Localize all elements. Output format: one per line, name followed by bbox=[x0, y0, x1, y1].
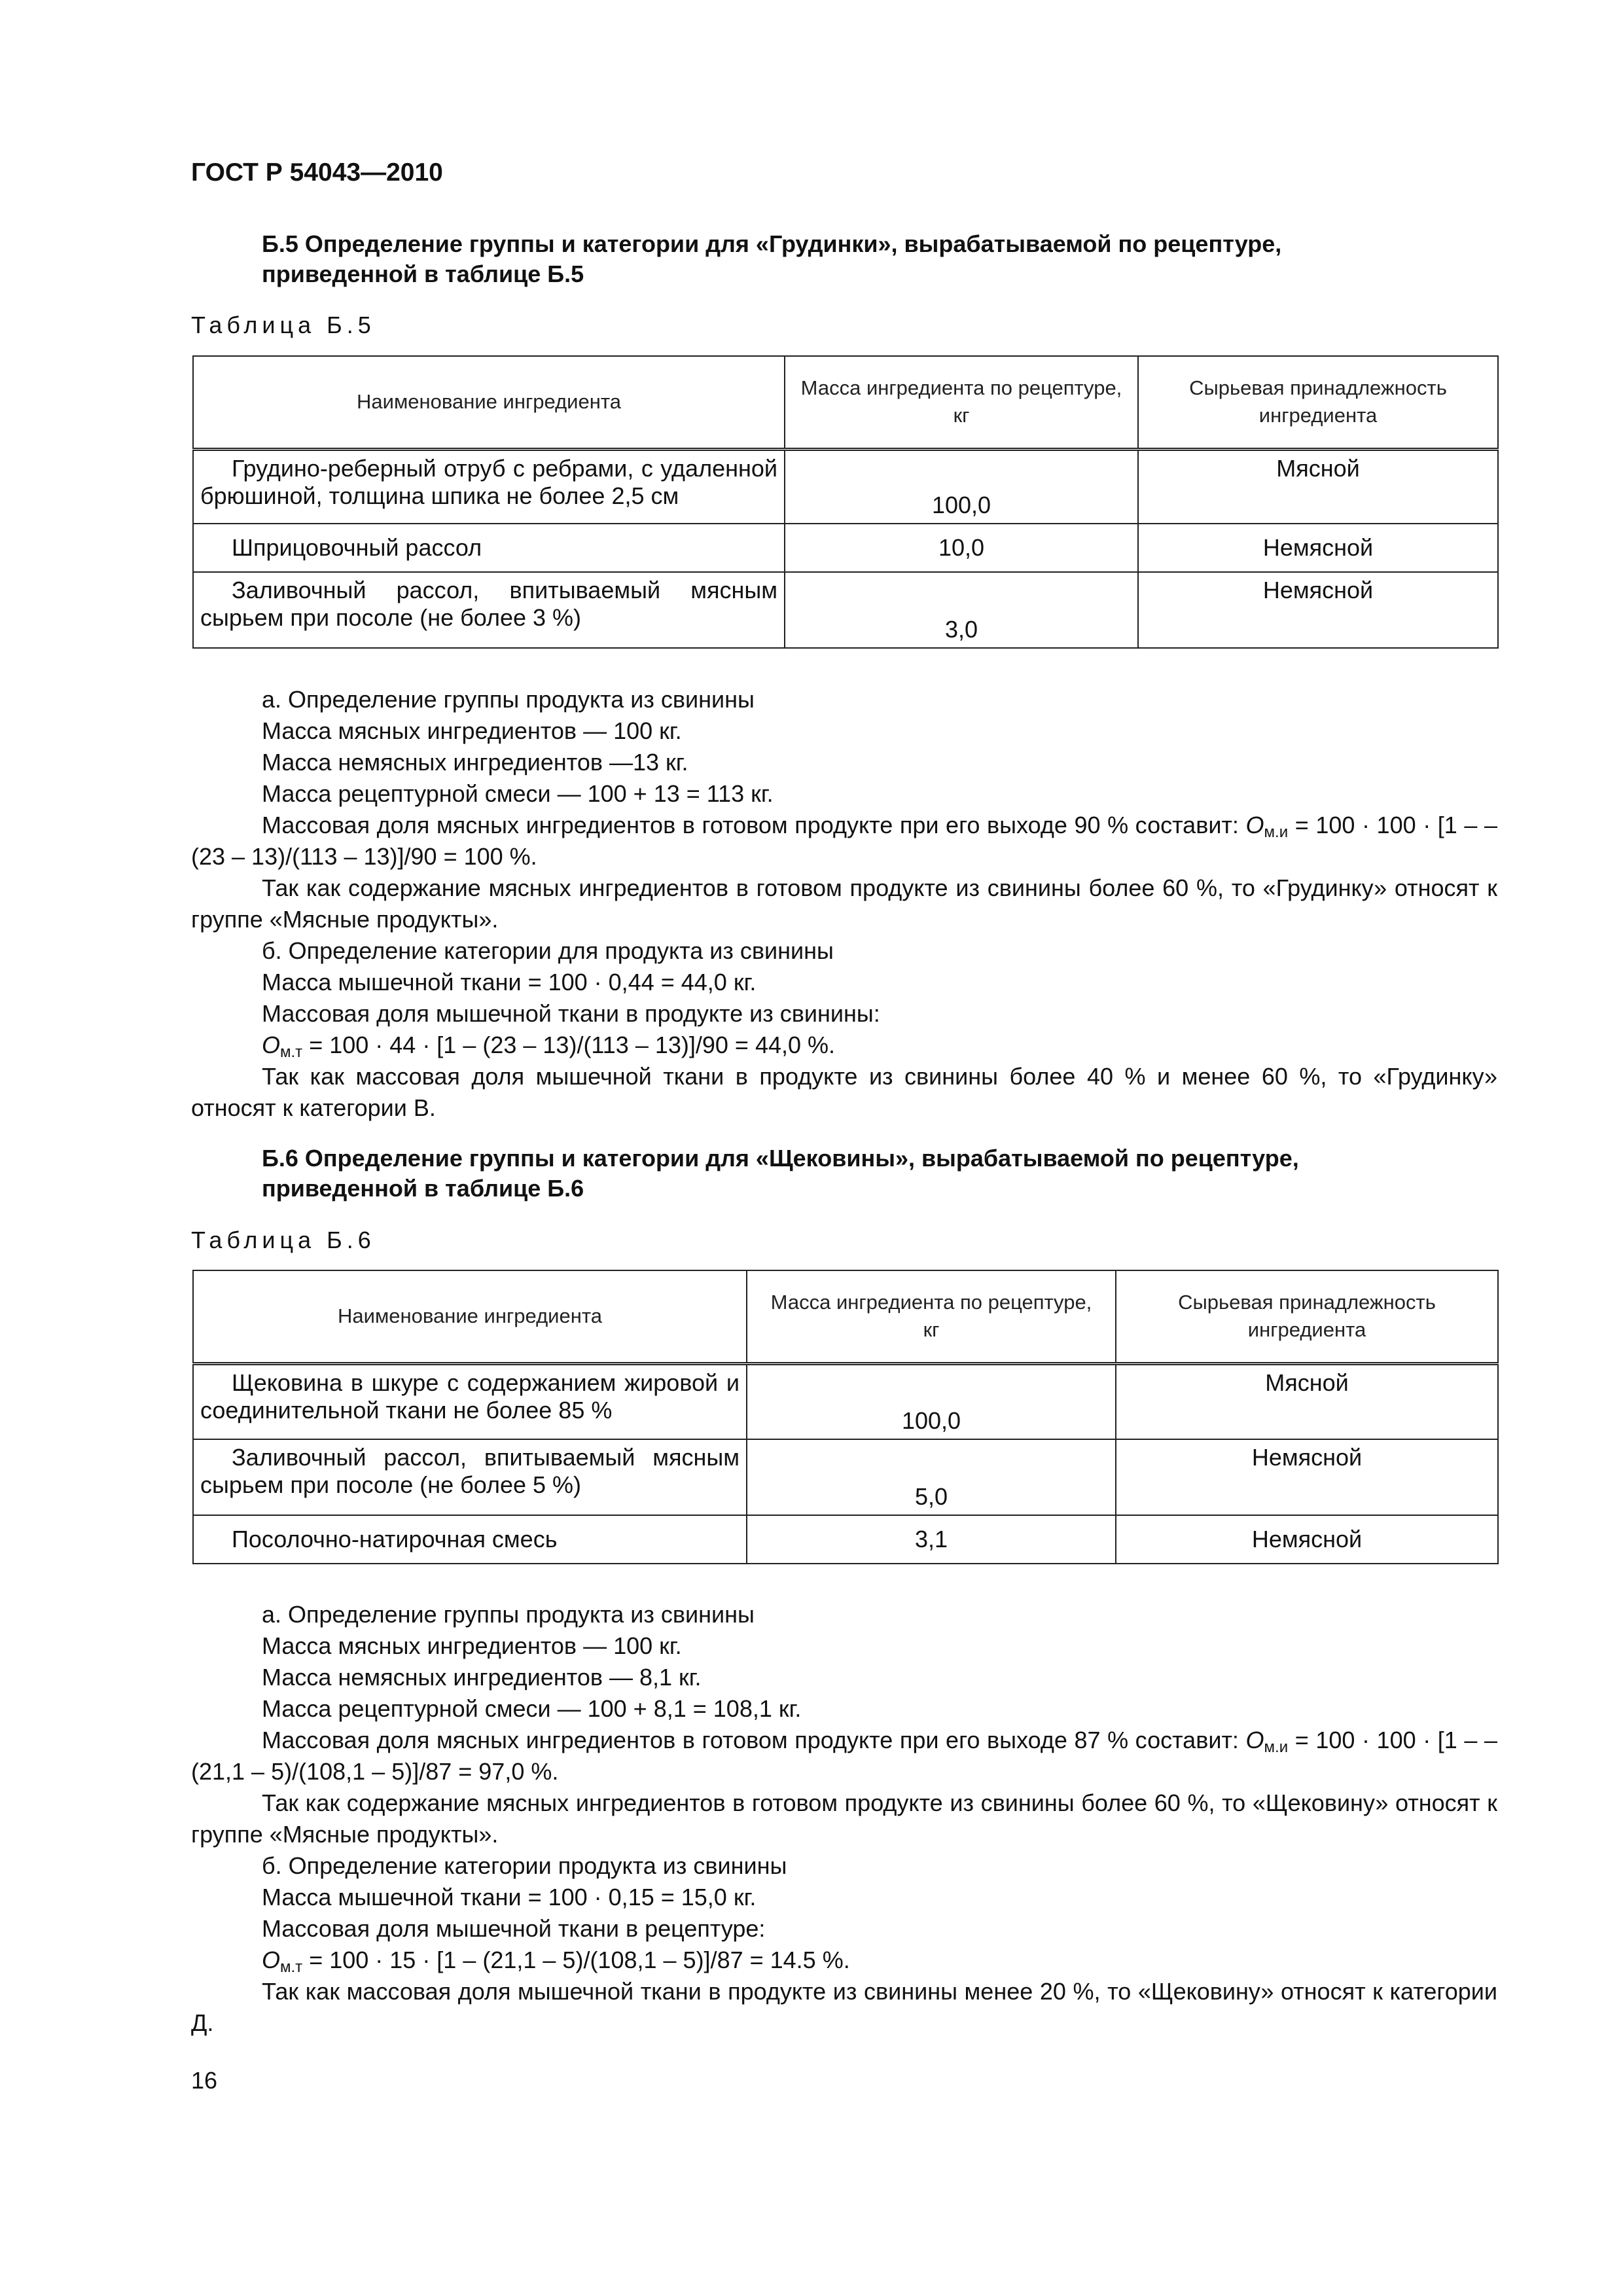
ingredient-mass: 100,0 bbox=[747, 1363, 1116, 1439]
column-header-source: Сырьевая принадлежность ингредиента bbox=[1138, 356, 1498, 449]
page-number: 16 bbox=[191, 2067, 218, 2094]
ingredient-name: Щековина в шкуре с содержанием жировой и соединительной ткани не более 85 % bbox=[193, 1363, 747, 1439]
table-b6-caption: Таблица Б.6 bbox=[191, 1227, 376, 1253]
table-row bbox=[193, 1439, 1498, 1515]
subsection-b-title: б. Определение категории продукта из свинины bbox=[262, 1852, 787, 1879]
column-header-ingredient: Наименование ингредиента bbox=[193, 1270, 747, 1363]
muscle-share-label: Массовая доля мышечной ткани в рецептуре: bbox=[262, 1915, 766, 1942]
section-b5-calculation bbox=[191, 684, 1497, 1124]
table-b5 bbox=[192, 355, 1499, 649]
recipe-mix-mass: Масса рецептурной смеси — 100 + 8,1 = 108,1 кг. bbox=[262, 1695, 802, 1722]
ingredient-name: Посолочно-натирочная смесь bbox=[193, 1515, 747, 1564]
section-b5-title bbox=[262, 229, 1505, 289]
ingredient-source: Немясной bbox=[1116, 1439, 1498, 1515]
table-header-row bbox=[193, 1270, 1498, 1363]
section-b5-title-line1: Б.5 Определение группы и категории для «Грудинки», вырабатываемой по рецептуре, bbox=[262, 230, 1282, 257]
recipe-mix-mass: Масса рецептурной смеси — 100 + 13 = 113 кг. bbox=[262, 780, 774, 807]
ingredient-source: Мясной bbox=[1138, 449, 1498, 524]
category-conclusion: Так как массовая доля мышечной ткани в продукте из свинины более 40 % и менее 60 %, то «Грудинку» относят к категории В. bbox=[191, 1063, 1497, 1121]
group-conclusion: Так как содержание мясных ингредиентов в готовом продукте из свинины более 60 %, то «Щековину» относят к группе «Мясные продукты». bbox=[191, 1789, 1497, 1848]
ingredient-source: Мясной bbox=[1116, 1363, 1498, 1439]
muscle-tissue-mass: Масса мышечной ткани = 100 · 0,15 = 15,0 кг. bbox=[262, 1884, 757, 1910]
muscle-tissue-mass: Масса мышечной ткани = 100 · 0,44 = 44,0 кг. bbox=[262, 969, 757, 996]
document-code-header: ГОСТ Р 54043—2010 bbox=[191, 158, 443, 187]
meat-ingredients-mass: Масса мясных ингредиентов — 100 кг. bbox=[262, 1632, 682, 1659]
meat-share-formula: Массовая доля мясных ингредиентов в готовом продукте при его выходе 87 % составит: $О_{м.и} = 100 \cdot 100 \cdot [1$ – – (21,1 – 5)/(108,1 – 5)]/87 = 97,0 %. bbox=[191, 1727, 1498, 1785]
table-row bbox=[193, 1363, 1498, 1439]
table-header-row bbox=[193, 356, 1498, 449]
nonmeat-ingredients-mass: Масса немясных ингредиентов — 8,1 кг. bbox=[262, 1664, 702, 1691]
table-row bbox=[193, 572, 1498, 648]
table-row bbox=[193, 524, 1498, 572]
section-b6-calculation bbox=[191, 1599, 1497, 2039]
ingredient-mass: 10,0 bbox=[785, 524, 1138, 572]
table-row bbox=[193, 449, 1498, 524]
ingredient-source: Немясной bbox=[1138, 572, 1498, 648]
ingredient-name: Заливочный рассол, впитываемый мясным сырьем при посоле (не более 5 %) bbox=[193, 1439, 747, 1515]
meat-ingredients-mass: Масса мясных ингредиентов — 100 кг. bbox=[262, 717, 682, 744]
muscle-share-formula: $О_{м.т} = 100 \cdot 15 \cdot [1 - (21,1 - 5)/(108,1 - 5)]/87 = 14.5$ %. bbox=[262, 1946, 850, 1976]
section-b6-title-line1: Б.6 Определение группы и категории для «Щековины», вырабатываемой по рецептуре, bbox=[262, 1145, 1299, 1172]
column-header-ingredient: Наименование ингредиента bbox=[193, 356, 785, 449]
group-conclusion: Так как содержание мясных ингредиентов в готовом продукте из свинины более 60 %, то «Грудинку» относят к группе «Мясные продукты». bbox=[191, 874, 1497, 933]
section-b5-title-line2: приведенной в таблице Б.5 bbox=[262, 260, 584, 287]
muscle-share-label: Массовая доля мышечной ткани в продукте из свинины: bbox=[262, 1000, 880, 1027]
muscle-share-formula: $О_{м.т} = 100 \cdot 44 \cdot [1 - (23 - 13)/(113 - 13)]/90 = 44,0$ %. bbox=[262, 1031, 836, 1061]
subsection-a-title: а. Определение группы продукта из свинины bbox=[262, 686, 755, 713]
ingredient-mass: 100,0 bbox=[785, 449, 1138, 524]
table-b6 bbox=[192, 1270, 1499, 1564]
table-row bbox=[193, 1515, 1498, 1564]
column-header-mass: Масса ингредиента по рецептуре, кг bbox=[785, 356, 1138, 449]
ingredient-source: Немясной bbox=[1116, 1515, 1498, 1564]
nonmeat-ingredients-mass: Масса немясных ингредиентов —13 кг. bbox=[262, 749, 688, 776]
ingredient-name: Грудино-реберный отруб с ребрами, с удаленной брюшиной, толщина шпика не более 2,5 см bbox=[193, 449, 785, 524]
column-header-mass: Масса ингредиента по рецептуре, кг bbox=[747, 1270, 1116, 1363]
ingredient-mass: 3,1 bbox=[747, 1515, 1116, 1564]
section-b6-title bbox=[262, 1143, 1505, 1204]
subsection-a-title: а. Определение группы продукта из свинины bbox=[262, 1601, 755, 1628]
ingredient-mass: 3,0 bbox=[785, 572, 1138, 648]
ingredient-name: Заливочный рассол, впитываемый мясным сырьем при посоле (не более 3 %) bbox=[193, 572, 785, 648]
table-b5-caption: Таблица Б.5 bbox=[191, 312, 376, 338]
subsection-b-title: б. Определение категории для продукта из свинины bbox=[262, 937, 834, 964]
meat-share-formula: Массовая доля мясных ингредиентов в готовом продукте при его выходе 90 % составит: $О_{м.и} = 100 \cdot 100 \cdot [1$ – – (23 – 13)/(113 – 13)]/90 = 100 %. bbox=[191, 812, 1498, 870]
section-b6-title-line2: приведенной в таблице Б.6 bbox=[262, 1175, 584, 1202]
ingredient-source: Немясной bbox=[1138, 524, 1498, 572]
ingredient-name: Шприцовочный рассол bbox=[193, 524, 785, 572]
column-header-source: Сырьевая принадлежность ингредиента bbox=[1116, 1270, 1498, 1363]
category-conclusion: Так как массовая доля мышечной ткани в продукте из свинины менее 20 %, то «Щековину» относят к категории Д. bbox=[191, 1978, 1497, 2036]
ingredient-mass: 5,0 bbox=[747, 1439, 1116, 1515]
